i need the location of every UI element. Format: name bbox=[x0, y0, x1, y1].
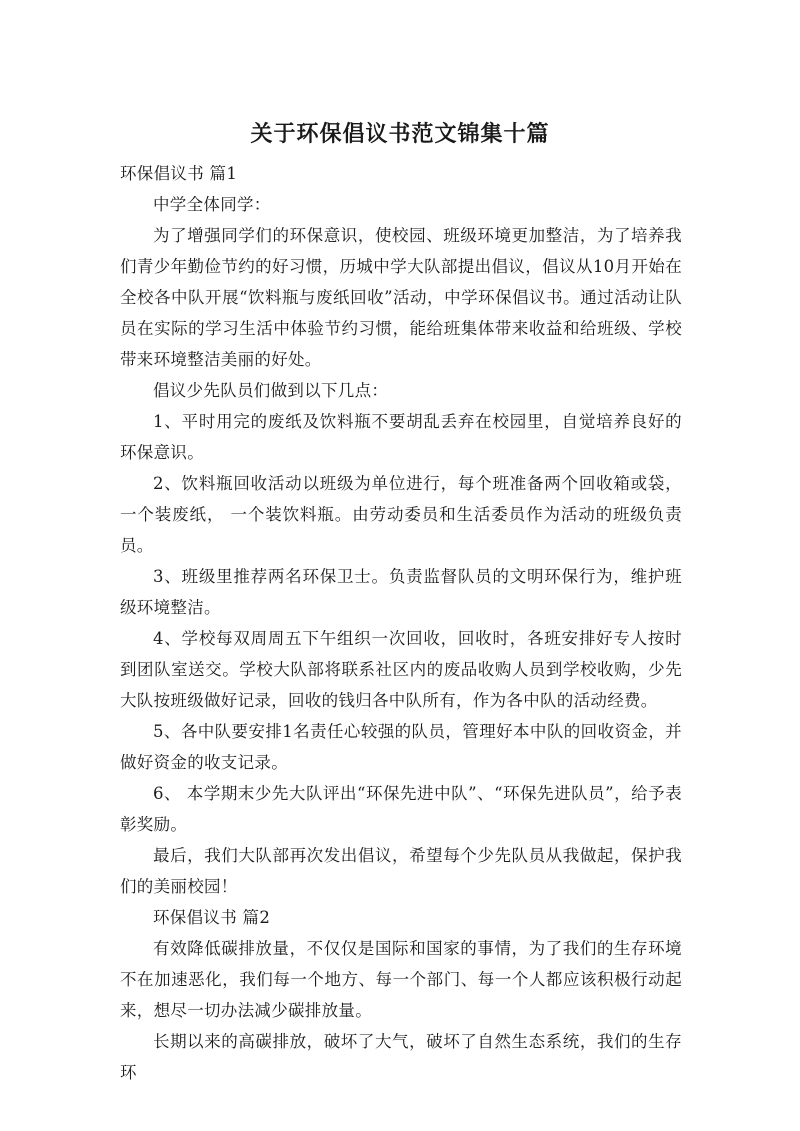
document-body bbox=[120, 158, 682, 1088]
paragraph: 为了增强同学们的环保意识，使校园、班级环境更加整洁，为了培养我们青少年勤俭节约的好习惯，历城中学大队部提出倡议，倡议从10月开始在全校各中队开展“饮料瓶与废纸回收”活动，中学环保倡议书。通过活动让队员在实际的学习生活中体验节约习惯，能给班集体带来收益和给班级、学校带来环境整洁美丽的好处。 bbox=[120, 226, 682, 369]
paragraph: 有效降低碳排放量，不仅仅是国际和国家的事情，为了我们的生存环境不在加速恶化，我们每一个地方、每一个部门、每一个人都应该积极行动起来，想尽一切办法减少碳排放量。 bbox=[120, 939, 682, 1020]
list-item: 1、平时用完的废纸及饮料瓶不要胡乱丢弃在校园里，自觉培养良好的环保意识。 bbox=[120, 412, 682, 462]
document-title: 关于环保倡议书范文锦集十篇 bbox=[250, 122, 550, 147]
paragraph: 长期以来的高碳排放，破坏了大气，破坏了自然生态系统，我们的生存环 bbox=[120, 1032, 682, 1082]
paragraph: 倡议少先队员们做到以下几点： bbox=[153, 381, 389, 400]
list-item: 2、饮料瓶回收活动以班级为单位进行，每个班准备两个回收箱或袋，一个装废纸， 一个装饮料瓶。由劳动委员和生活委员作为活动的班级负责员。 bbox=[120, 474, 682, 555]
salutation: 中学全体同学： bbox=[153, 195, 271, 214]
list-item: 6、 本学期末少先大队评出“环保先进中队”、“环保先进队员”，给予表彰奖励。 bbox=[120, 784, 682, 834]
list-item: 5、各中队要安排1名责任心较强的队员，管理好本中队的回收资金，并做好资金的收支记录。 bbox=[120, 722, 682, 772]
list-item: 4、学校每双周周五下午组织一次回收，回收时，各班安排好专人按时到团队室送交。学校大队部将联系社区内的废品收购人员到学校收购，少先大队按班级做好记录，回收的钱归各中队所有，作为各中队的活动经费。 bbox=[120, 629, 682, 710]
paragraph: 最后，我们大队部再次发出倡议，希望每个少先队员从我做起，保护我们的美丽校园！ bbox=[120, 846, 682, 896]
section-1-label: 环保倡议书 篇1 bbox=[120, 164, 238, 183]
list-item: 3、班级里推荐两名环保卫士。负责监督队员的文明环保行为，维护班级环境整洁。 bbox=[120, 567, 682, 617]
section-2-label: 环保倡议书 篇2 bbox=[153, 908, 271, 927]
